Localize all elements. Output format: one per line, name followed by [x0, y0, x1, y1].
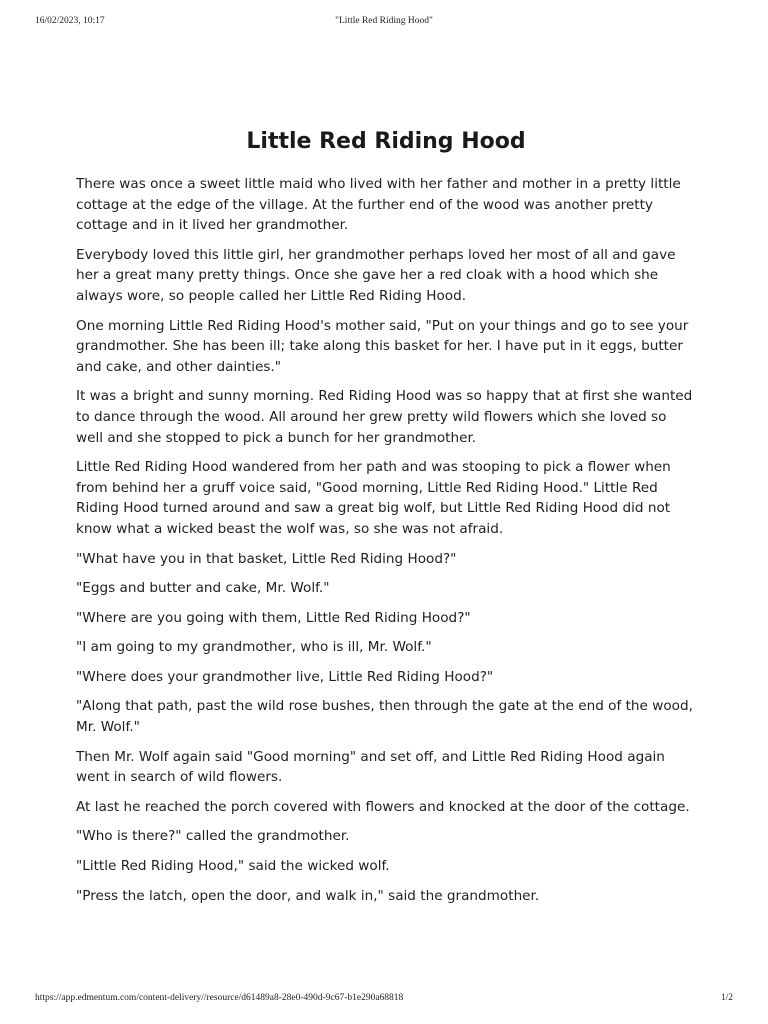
article-paragraph: "Where are you going with them, Little Red Riding Hood?" — [76, 609, 471, 626]
article-paragraph: "Along that path, past the wild rose bushes, then through the gate at the end of the wood, Mr. Wolf." — [76, 698, 693, 736]
print-page-number: 1/2 — [720, 993, 733, 1003]
article-paragraph: "What have you in that basket, Little Red Riding Hood?" — [76, 550, 457, 567]
print-footer — [35, 993, 733, 1007]
article-paragraph: "Press the latch, open the door, and walk in," said the grandmother. — [76, 887, 540, 904]
article-paragraph: "Little Red Riding Hood," said the wicked wolf. — [76, 858, 390, 875]
article-paragraph: Little Red Riding Hood wandered from her path and was stooping to pick a flower when from behind her a gruff voice said, "Good morning, Little Red Riding Hood." Little Red Riding Hood turned around and saw a great big wolf, but Little Red Riding Hood did not know what a wicked beast the wolf was, so she was not afraid. — [76, 459, 671, 537]
article-paragraph: "Who is there?" called the grandmother. — [76, 828, 350, 845]
article-paragraph: "Eggs and butter and cake, Mr. Wolf." — [76, 580, 330, 597]
print-page-title: "Little Red Riding Hood" — [335, 16, 433, 26]
article-paragraph: "Where does your grandmother live, Little Red Riding Hood?" — [76, 668, 494, 685]
article-title: Little Red Riding Hood — [246, 129, 526, 154]
article-paragraph: "I am going to my grandmother, who is ill, Mr. Wolf." — [76, 639, 432, 656]
print-header — [35, 16, 733, 30]
article-paragraph: One morning Little Red Riding Hood's mother said, "Put on your things and go to see your grandmother. She has been ill; take along this basket for her. I have put in it eggs, butter and cake, and other dainties." — [76, 317, 689, 375]
article — [76, 126, 696, 915]
print-datetime: 16/02/2023, 10:17 — [35, 16, 105, 26]
article-paragraph: It was a bright and sunny morning. Red Riding Hood was so happy that at first she wanted to dance through the wood. All around her grew pretty wild flowers which she loved so well and she stopped to pick a bunch for her grandmother. — [76, 388, 693, 446]
article-paragraph: Then Mr. Wolf again said "Good morning" and set off, and Little Red Riding Hood again went in search of wild flowers. — [76, 748, 665, 786]
print-url: https://app.edmentum.com/content-delivery//resource/d61489a8-28e0-490d-9c67-b1e290a68818 — [35, 993, 404, 1003]
article-paragraph: Everybody loved this little girl, her grandmother perhaps loved her most of all and gave her a great many pretty things. Once she gave her a red cloak with a hood which she always wore, so people called her Little Red Riding Hood. — [76, 246, 676, 304]
article-paragraph: There was once a sweet little maid who lived with her father and mother in a pretty little cottage at the edge of the village. At the further end of the wood was another pretty cottage and in it lived her grandmother. — [76, 176, 681, 234]
article-paragraph: At last he reached the porch covered with flowers and knocked at the door of the cottage. — [76, 798, 690, 815]
